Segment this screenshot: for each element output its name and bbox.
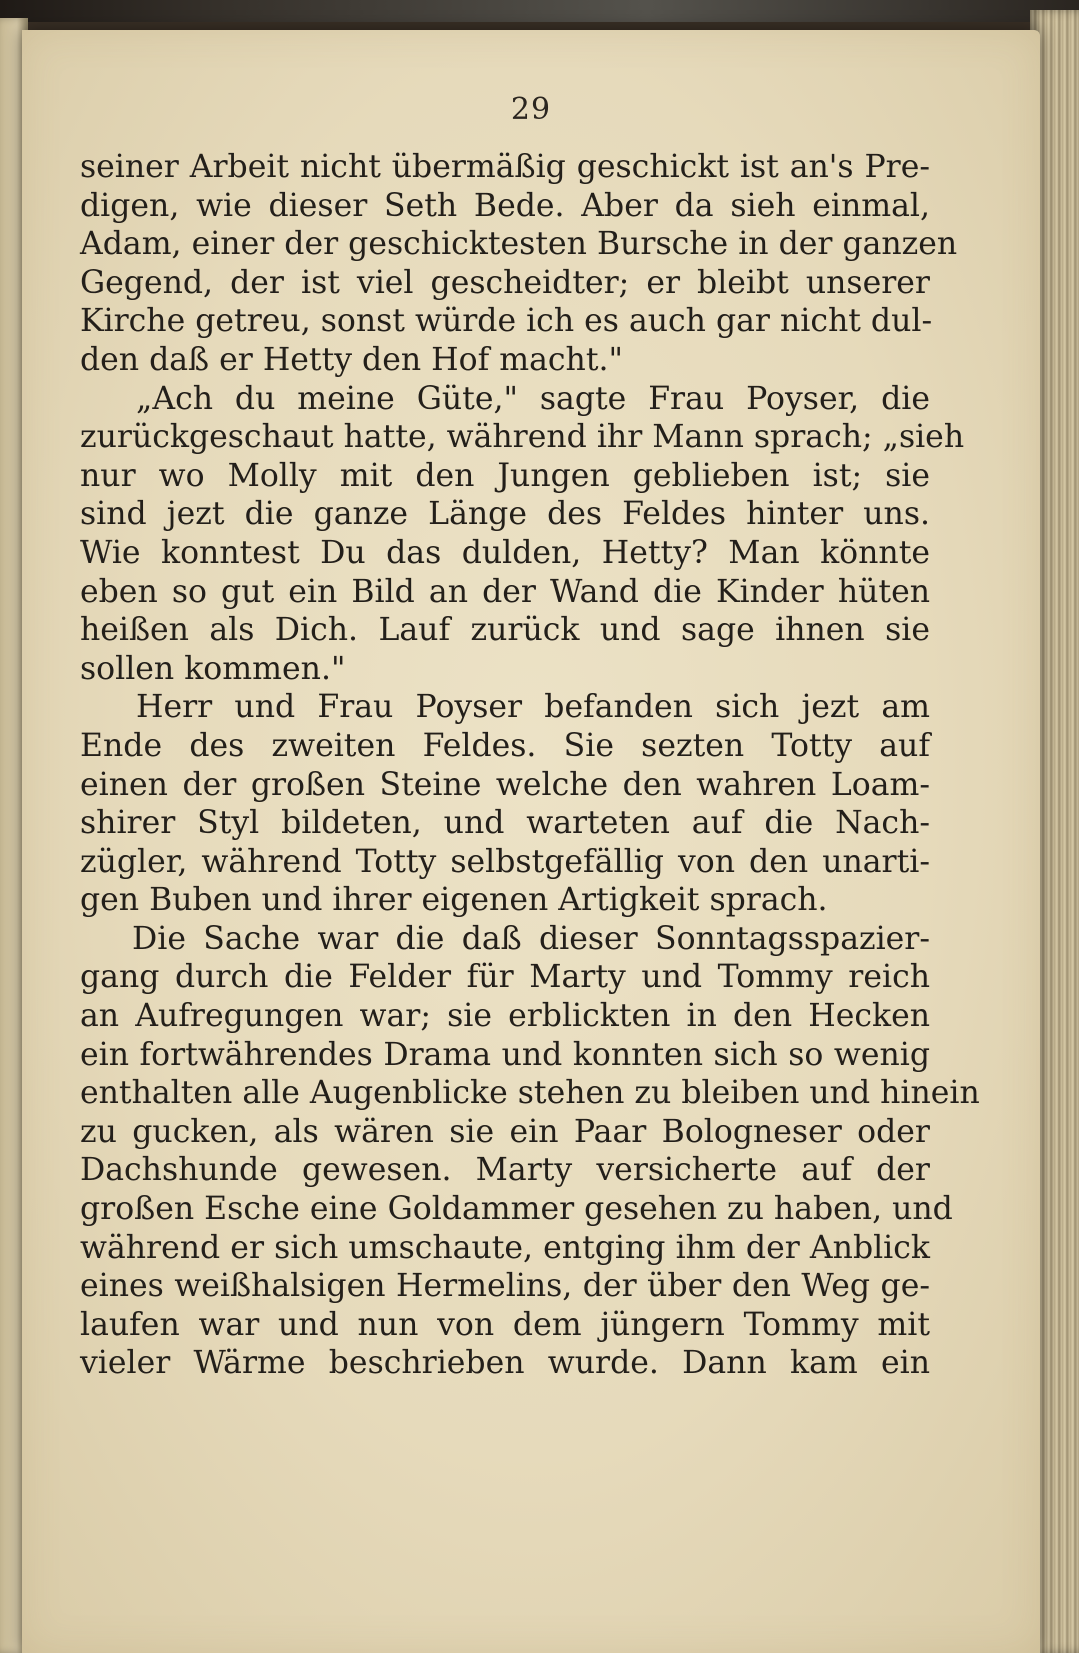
text-line: sollen kommen." bbox=[80, 650, 346, 687]
text-line: zurückgeschaut hatte, während ihr Mann sprach; „sieh bbox=[80, 419, 965, 456]
text-line: seiner Arbeit nicht übermäßig geschickt ist an's Pre- bbox=[80, 149, 930, 185]
text-line: nur wo Molly mit den Jungen geblieben ist; sie bbox=[80, 457, 930, 494]
text-line: Wie konntest Du das dulden, Hetty? Man könnte bbox=[80, 534, 930, 571]
text-line: sind jezt die ganze Länge des Feldes hinter uns. bbox=[80, 496, 930, 533]
text-line: Ende des zweiten Feldes. Sie sezten Totty auf bbox=[80, 727, 930, 764]
text-line: eines weißhalsigen Hermelins, der über den Weg ge- bbox=[80, 1268, 930, 1305]
text-line: an Aufregungen war; sie erblickten in den Hecken bbox=[80, 998, 930, 1035]
text-line: ein fortwährendes Drama und konnten sich so wenig bbox=[80, 1036, 930, 1073]
background-strip bbox=[0, 0, 1079, 22]
text-line: „Ach du meine Güte," sagte Frau Poyser, die bbox=[136, 380, 930, 417]
text-line: gang durch die Felder für Marty und Tommy reich bbox=[80, 959, 930, 996]
text-line: heißen als Dich. Lauf zurück und sage ihnen sie bbox=[80, 612, 930, 649]
text-line: gen Buben und ihrer eigenen Artigkeit sprach. bbox=[80, 882, 828, 919]
text-line: Kirche getreu, sonst würde ich es auch gar nicht dul- bbox=[80, 303, 933, 340]
text-line: enthalten alle Augenblicke stehen zu bleiben und hinein bbox=[80, 1075, 980, 1112]
text-line: Adam, einer der geschicktesten Bursche in der ganzen bbox=[80, 226, 958, 263]
text-line: digen, wie dieser Seth Bede. Aber da sieh einmal, bbox=[80, 187, 930, 224]
text-line: während er sich umschaute, entging ihm der Anblick bbox=[80, 1229, 930, 1266]
page-number: 29 bbox=[510, 92, 552, 127]
book-page bbox=[22, 30, 1040, 1653]
text-line: laufen war und nun von dem jüngern Tommy mit bbox=[80, 1306, 930, 1343]
text-line: vieler Wärme beschrieben wurde. Dann kam ein bbox=[80, 1345, 930, 1382]
text-line: Dachshunde gewesen. Marty versicherte auf der bbox=[80, 1152, 930, 1189]
text-line: shirer Styl bildeten, und warteten auf die Nach- bbox=[80, 805, 930, 842]
text-line: einen der großen Steine welche den wahren Loam- bbox=[80, 766, 930, 803]
text-line: den daß er Hetty den Hof macht." bbox=[80, 341, 624, 378]
text-line: zu gucken, als wären sie ein Paar Bologneser oder bbox=[80, 1113, 930, 1150]
text-line: Gegend, der ist viel gescheidter; er bleibt unserer bbox=[80, 264, 930, 301]
text-line: großen Esche eine Goldammer gesehen zu haben, und bbox=[80, 1191, 953, 1228]
text-line: Herr und Frau Poyser befanden sich jezt am bbox=[136, 689, 930, 726]
text-line: zügler, während Totty selbstgefällig von den unarti- bbox=[80, 843, 930, 880]
body-text bbox=[80, 148, 980, 1383]
text-line: eben so gut ein Bild an der Wand die Kinder hüten bbox=[80, 573, 930, 610]
text-line: Die Sache war die daß dieser Sonntagsspazier- bbox=[132, 920, 930, 957]
